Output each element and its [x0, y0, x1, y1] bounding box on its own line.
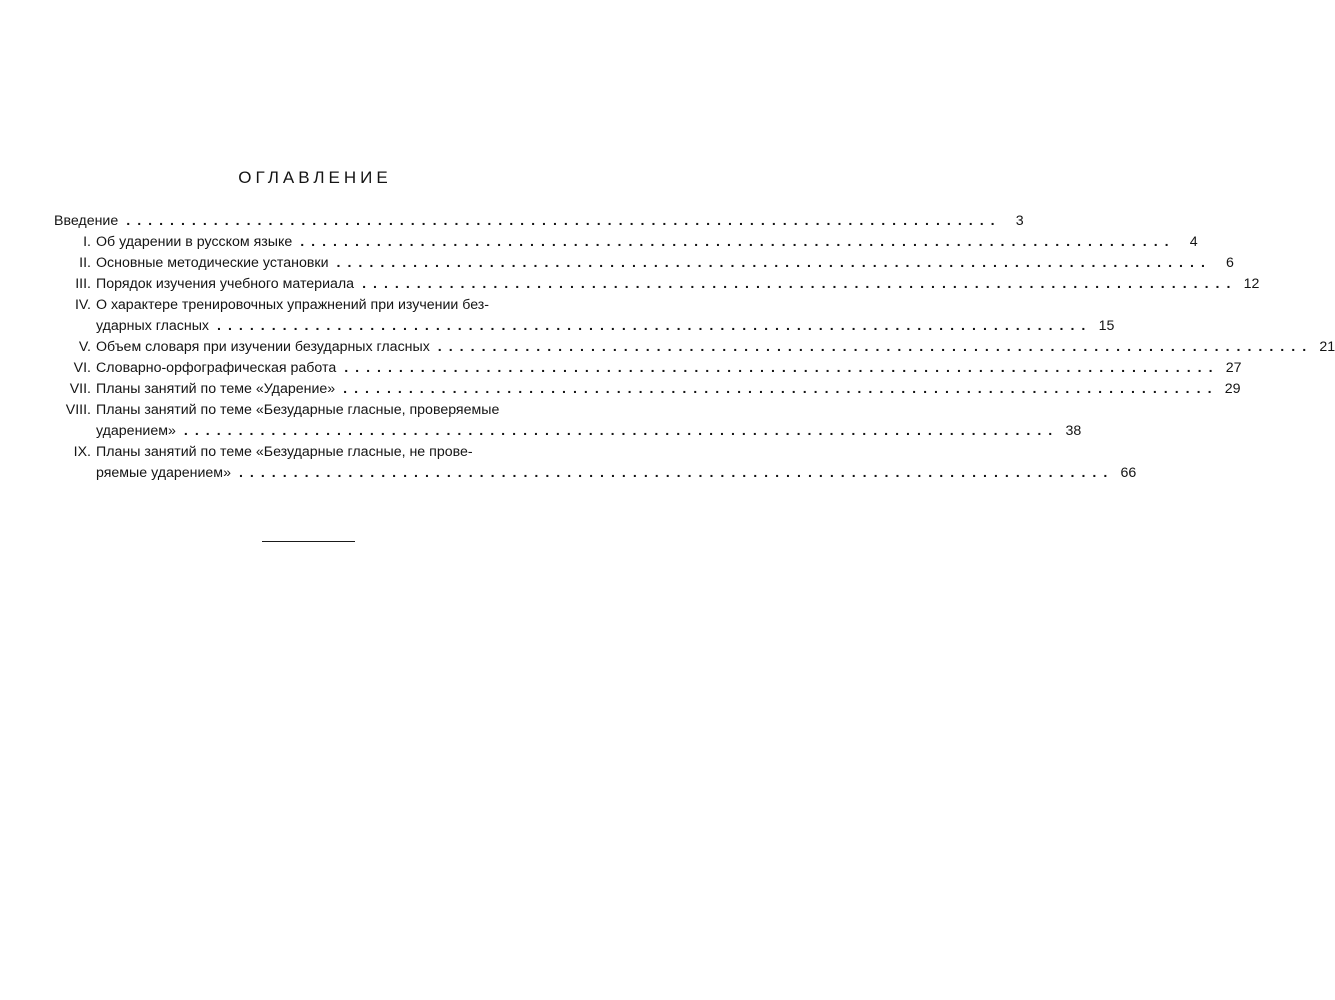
- toc-entry-introduction[interactable]: [54, 211, 1024, 232]
- chapter-number: VII.: [69, 381, 91, 397]
- page-number: 6: [1226, 255, 1234, 271]
- dot-leader: ................................................................................: [362, 276, 1238, 292]
- chapter-number: II.: [79, 255, 91, 271]
- dot-leader: ................................................................................: [336, 255, 1212, 271]
- page-number: 4: [1189, 234, 1198, 250]
- chapter-title: О характере тренировочных упражнений при изучении без-: [96, 297, 490, 313]
- chapter-title: Порядок изучения учебного материала: [96, 276, 355, 292]
- dot-leader: ................................................................................: [300, 234, 1176, 250]
- chapter-number: VI.: [73, 360, 91, 376]
- page-number: 21: [1319, 339, 1335, 355]
- chapter-title: Планы занятий по теме «Ударение»: [96, 381, 336, 397]
- chapter-title-continued: ударных гласных: [96, 318, 210, 334]
- chapter-title-continued: ряемые ударением»: [96, 465, 231, 481]
- chapter-number: IX.: [73, 444, 91, 460]
- toc-entry-chapter-1[interactable]: [54, 232, 1198, 253]
- chapter-number: V.: [78, 339, 91, 355]
- chapter-title-continued: ударением»: [96, 423, 176, 439]
- table-of-contents: [54, 211, 1335, 484]
- page-title: ОГЛАВЛЕНИЕ: [238, 168, 392, 187]
- dot-leader: ................................................................................: [238, 465, 1115, 481]
- separator-rule: [262, 541, 355, 542]
- dot-leader: ................................................................................: [183, 423, 1060, 439]
- toc-entry-chapter-5[interactable]: [54, 337, 1335, 358]
- chapter-title: Планы занятий по теме «Безударные гласные, проверяемые: [96, 402, 500, 418]
- chapter-title: Об ударении в русском языке: [96, 234, 293, 250]
- chapter-title: Введение: [54, 213, 119, 229]
- chapter-number: VIII.: [65, 402, 91, 418]
- chapter-title: Объем словаря при изучении безударных гласных: [96, 339, 430, 355]
- dot-leader: ................................................................................: [217, 318, 1093, 334]
- toc-entry-chapter-6[interactable]: [54, 358, 1242, 379]
- toc-entry-chapter-2[interactable]: [54, 253, 1234, 274]
- chapter-title: Словарно-орфографическая работа: [96, 360, 337, 376]
- toc-entry-chapter-7[interactable]: [54, 379, 1241, 400]
- toc-entry-chapter-4[interactable]: [54, 295, 1115, 337]
- chapter-number: III.: [75, 276, 91, 292]
- page-number: 29: [1224, 381, 1241, 397]
- toc-entry-chapter-3[interactable]: [54, 274, 1260, 295]
- chapter-title: Планы занятий по теме «Безударные гласные, не прове-: [96, 444, 473, 460]
- page-number: 38: [1065, 423, 1082, 439]
- page-number: 12: [1243, 276, 1260, 292]
- dot-leader: ................................................................................: [343, 381, 1219, 397]
- toc-entry-chapter-8[interactable]: [54, 400, 1082, 442]
- page-number: 15: [1098, 318, 1115, 334]
- page-number: 66: [1120, 465, 1137, 481]
- page-number: 3: [1015, 213, 1024, 229]
- dot-leader: ................................................................................: [344, 360, 1220, 376]
- chapter-number: IV.: [74, 297, 91, 313]
- dot-leader: ................................................................................: [437, 339, 1314, 355]
- chapter-title: Основные методические установки: [96, 255, 329, 271]
- dot-leader: ................................................................................: [126, 213, 1002, 229]
- page-number: 27: [1225, 360, 1242, 376]
- toc-entry-chapter-9[interactable]: [54, 442, 1137, 484]
- chapter-number: I.: [83, 234, 91, 250]
